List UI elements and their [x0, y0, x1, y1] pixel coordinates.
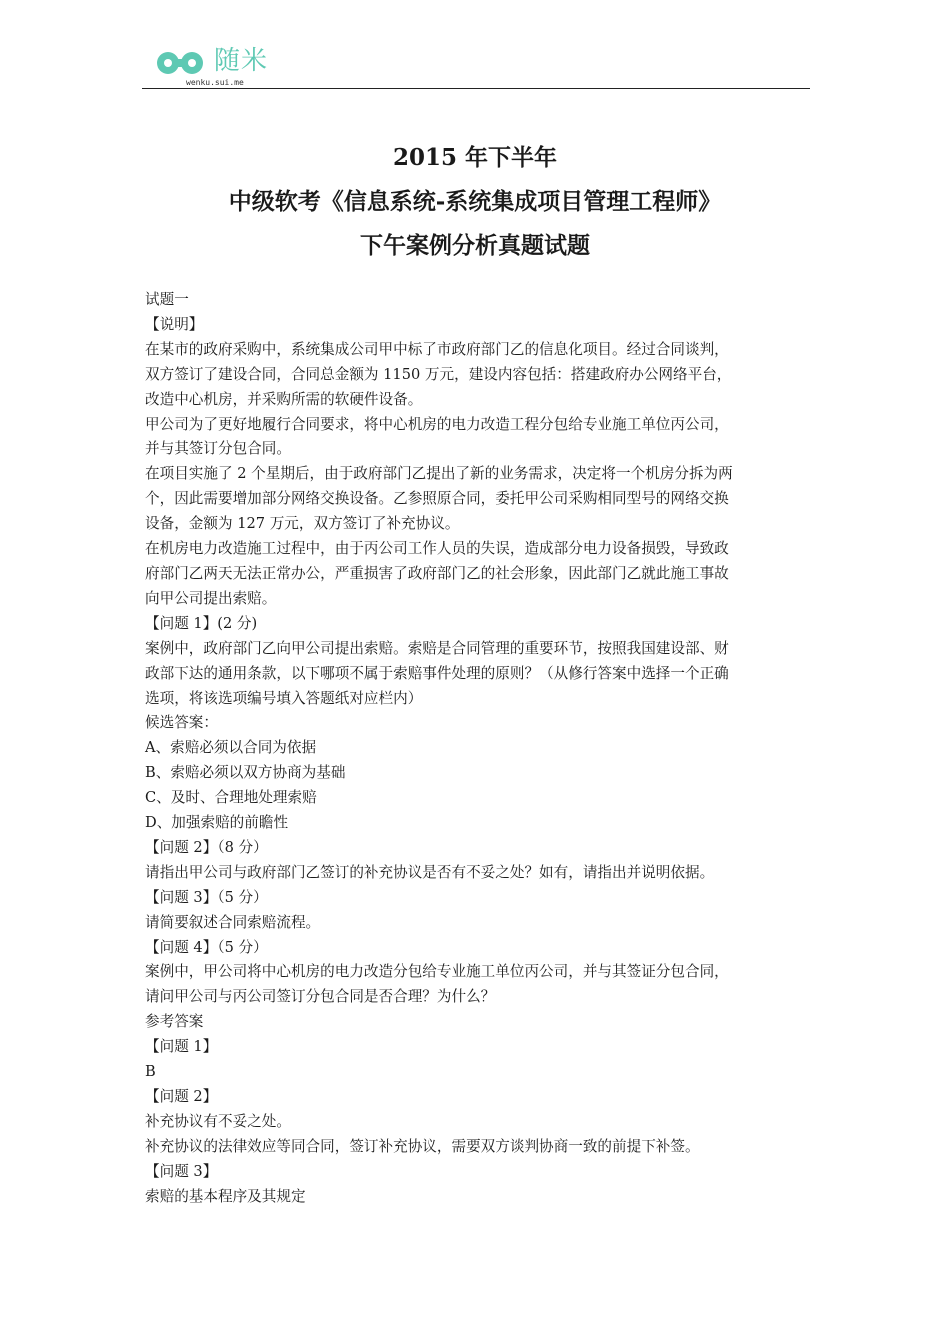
body-line: B、索赔必须以双方协商为基础 [145, 764, 346, 782]
body-line: 【问题 1】(2 分) [145, 614, 258, 632]
body-line: 在项目实施了 2 个星期后，由于政府部门乙提出了新的业务需求，决定将一个机房分拆为两 [145, 465, 733, 483]
body-line: 案例中，政府部门乙向甲公司提出索赔。索赔是合同管理的重要环节，按照我国建设部、财 [145, 639, 729, 657]
body-line: 【问题 4】（5 分） [145, 938, 268, 956]
body-line: 甲公司为了更好地履行合同要求，将中心机房的电力改造工程分包给专业施工单位丙公司， [145, 415, 729, 433]
body-line: 请简要叙述合同索赔流程。 [145, 913, 321, 931]
body-line: B [145, 1063, 156, 1081]
body-line: 并与其签订分包合同。 [145, 440, 291, 458]
body-line: 参考答案 [145, 1013, 204, 1031]
body-line: 【问题 1】 [145, 1038, 218, 1056]
logo-url: wenku.sui.me [186, 78, 244, 87]
body-line: 【问题 2】（8 分） [145, 838, 268, 856]
body-line: 在某市的政府采购中，系统集成公司甲中标了市政府部门乙的信息化项目。经过合同谈判， [145, 340, 729, 358]
body-line: 个，因此需要增加部分网络交换设备。乙参照原合同，委托甲公司采购相同型号的网络交换 [145, 490, 729, 508]
site-logo[interactable] [156, 44, 306, 88]
body-line: 【说明】 [145, 315, 204, 333]
body-line: 向甲公司提出索赔。 [145, 589, 277, 607]
body-line: 【问题 3】 [145, 1162, 218, 1180]
body-line: A、索赔必须以合同为依据 [145, 739, 317, 757]
body-line: 改造中心机房，并采购所需的软硬件设备。 [145, 390, 423, 408]
body-line: 在机房电力改造施工过程中，由于丙公司工作人员的失误，造成部分电力设备损毁，导致政 [145, 540, 729, 558]
body-line: 【问题 2】 [145, 1088, 218, 1105]
body-line: 双方签订了建设合同，合同总金额为 1150 万元，建设内容包括：搭建政府办公网络平台， [145, 365, 732, 383]
body-line: C、及时、合理地处理索赔 [145, 789, 317, 807]
body-line: 府部门乙两天无法正常办公，严重损害了政府部门乙的社会形象，因此部门乙就此施工事故 [145, 564, 729, 582]
title-line-3: 下午案例分析真题试题 [360, 232, 590, 259]
logo-text: 随米 [214, 46, 269, 76]
logo-icon [156, 48, 212, 78]
title-line-1: 2015 年下半年 [392, 144, 558, 171]
body-line: 补充协议的法律效应等同合同，签订补充协议，需要双方谈判协商一致的前提下补签。 [145, 1137, 700, 1155]
body-line: 请指出甲公司与政府部门乙签订的补充协议是否有不妥之处？如有，请指出并说明依据。 [145, 863, 715, 881]
body-line: 候选答案： [145, 714, 218, 732]
body-line: 设备，金额为 127 万元，双方签订了补充协议。 [145, 515, 460, 533]
body-line: 案例中，甲公司将中心机房的电力改造分包给专业施工单位丙公司，并与其签证分包合同， [145, 963, 729, 981]
page-header [142, 36, 810, 89]
body-line: 索赔的基本程序及其规定 [145, 1187, 306, 1205]
body-line: D、加强索赔的前瞻性 [145, 814, 289, 832]
body-line: 试题一 [145, 291, 189, 308]
title-line-2: 中级软考《信息系统-系统集成项目管理工程师》 [228, 188, 722, 215]
body-line: 【问题 3】（5 分） [145, 888, 268, 906]
body-line: 选项，将该选项编号填入答题纸对应栏内） [145, 689, 423, 707]
body-line: 政部下达的通用条款，以下哪项不属于索赔事件处理的原则？（从修行答案中选择一个正确 [145, 664, 729, 682]
document-body [145, 288, 809, 1210]
body-line: 请问甲公司与丙公司签订分包合同是否合理？为什么？ [145, 988, 496, 1006]
body-line: 补充协议有不妥之处。 [145, 1112, 291, 1130]
document-title [0, 136, 950, 268]
